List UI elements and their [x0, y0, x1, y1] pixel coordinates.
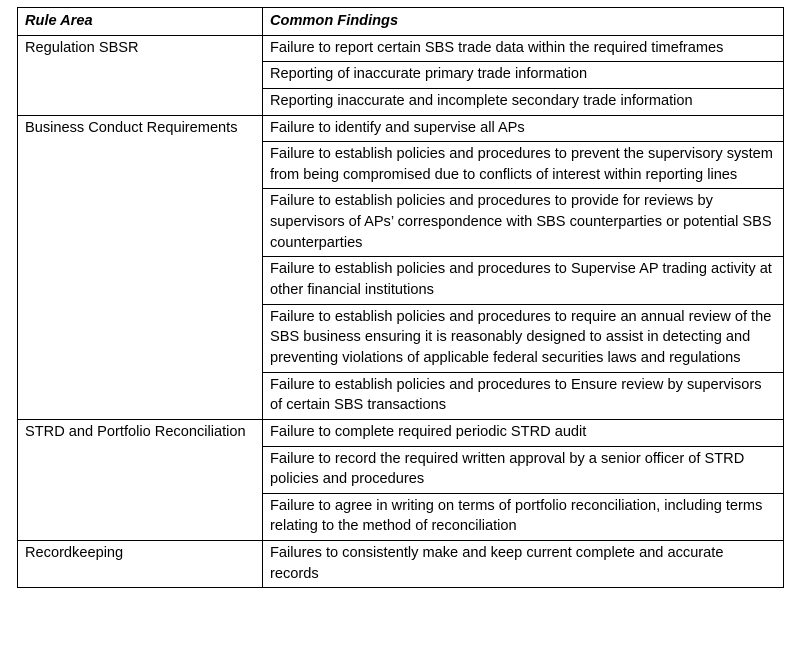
common-finding-text: Failure to report certain SBS trade data within the required timeframes [270, 39, 724, 56]
common-finding-text: Failure to establish policies and procedures to Supervise AP trading activity at other financial institutions [270, 261, 772, 299]
column-header-rule-area [18, 8, 263, 36]
common-findings-table [17, 7, 784, 588]
column-header-common-findings-label: Common Findings [270, 13, 399, 29]
common-finding-text: Failure to establish policies and procedures to prevent the supervisory system from being compromised due to conflicts of interest within reporting lines [270, 146, 773, 183]
rule-area-label: Regulation SBSR [25, 39, 139, 56]
common-finding-text: Reporting of inaccurate primary trade information [270, 66, 588, 83]
column-header-common-findings [263, 8, 784, 36]
common-finding-cell [263, 304, 784, 372]
common-finding-text: Failures to consistently make and keep current complete and accurate records [270, 545, 724, 582]
table-body [18, 35, 784, 588]
common-finding-text: Failure to complete required periodic STRD audit [270, 423, 587, 440]
table-row [18, 35, 784, 62]
rule-area-label: Business Conduct Requirements [25, 119, 238, 136]
rule-area-label: Recordkeeping [25, 545, 124, 562]
rule-area-cell [18, 419, 263, 540]
common-finding-text: Failure to agree in writing on terms of portfolio reconciliation, including terms relating to the method of reconciliation [270, 497, 763, 535]
common-finding-cell [263, 541, 784, 588]
table-row [18, 419, 784, 446]
rule-area-cell [18, 35, 263, 115]
common-finding-cell [263, 88, 784, 115]
common-finding-text: Failure to record the required written approval by a senior officer of STRD policies and procedures [270, 450, 745, 488]
common-finding-cell [263, 189, 784, 257]
common-finding-cell [263, 419, 784, 446]
table-row [18, 115, 784, 142]
table-row [18, 541, 784, 588]
findings-table-container [17, 7, 783, 588]
common-finding-text: Failure to establish policies and procedures to require an annual review of the SBS business ensuring it is reasonably designed to assist in detecting and preventing violations of applicable federal securities laws and regulations [270, 308, 772, 366]
common-finding-cell [263, 62, 784, 89]
common-finding-cell [263, 372, 784, 419]
rule-area-label: STRD and Portfolio Reconciliation [25, 423, 246, 440]
table-header-row [18, 8, 784, 36]
common-finding-text: Failure to establish policies and procedures to provide for reviews by supervisors of APs’ correspondence with SBS counterparties or potential SBS counterparties [270, 193, 772, 251]
column-header-rule-area-label: Rule Area [25, 13, 93, 29]
common-finding-cell [263, 115, 784, 142]
common-finding-text: Failure to establish policies and procedures to Ensure review by supervisors of certain SBS transactions [270, 376, 762, 414]
rule-area-cell [18, 541, 263, 588]
table-header [18, 8, 784, 36]
common-finding-cell [263, 35, 784, 62]
common-finding-cell [263, 446, 784, 493]
common-finding-cell [263, 257, 784, 304]
common-finding-cell [263, 142, 784, 189]
common-finding-text: Reporting inaccurate and incomplete secondary trade information [270, 92, 693, 109]
common-finding-cell [263, 493, 784, 540]
rule-area-cell [18, 115, 263, 419]
common-finding-text: Failure to identify and supervise all APs [270, 119, 525, 136]
